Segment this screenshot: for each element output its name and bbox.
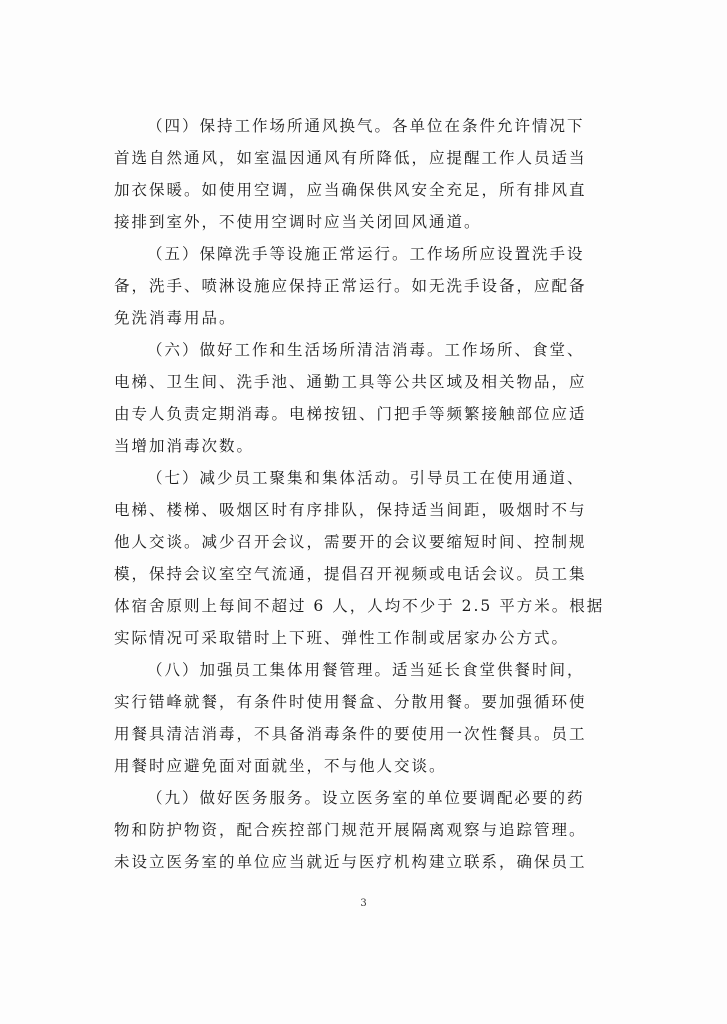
text-line: 由专人负责定期消毒。电梯按钮、门把手等频繁接触部位应适 bbox=[114, 405, 587, 423]
text-line: 模，保持会议室空气流通，提倡召开视频或电话会议。员工集 bbox=[114, 565, 587, 583]
text-line: （八）加强员工集体用餐管理。适当延长食堂供餐时间， bbox=[147, 661, 585, 679]
text-line: 加衣保暖。如使用空调，应当确保供风安全充足，所有排风直 bbox=[114, 181, 587, 199]
text-line: 当增加消毒次数。 bbox=[114, 437, 255, 455]
text-line: （六）做好工作和生活场所清洁消毒。工作场所、食堂、 bbox=[147, 341, 585, 359]
paragraph-gatherings bbox=[114, 462, 614, 654]
text-line: 用餐具清洁消毒，不具备消毒条件的要使用一次性餐具。员工 bbox=[114, 725, 587, 743]
text-line: 他人交谈。减少召开会议，需要开的会议要缩短时间、控制规 bbox=[114, 533, 587, 551]
text-line: 用餐时应避免面对面就坐，不与他人交谈。 bbox=[114, 757, 447, 775]
text-line: 未设立医务室的单位应当就近与医疗机构建立联系，确保员工 bbox=[114, 853, 587, 871]
text-line: 备，洗手、喷淋设施应保持正常运行。如无洗手设备，应配备 bbox=[114, 277, 587, 295]
text-line: 免洗消毒用品。 bbox=[114, 309, 237, 327]
page-number: 3 bbox=[360, 898, 367, 909]
paragraph-disinfection bbox=[114, 334, 614, 462]
text-line: 接排到室外，不使用空调时应当关闭回风通道。 bbox=[114, 213, 482, 231]
text-line: （四）保持工作场所通风换气。各单位在条件允许情况下 bbox=[147, 117, 585, 135]
text-line: 电梯、楼梯、吸烟区时有序排队，保持适当间距，吸烟时不与 bbox=[114, 501, 587, 519]
text-line: （五）保障洗手等设施正常运行。工作场所应设置洗手设 bbox=[147, 245, 585, 263]
text-line: 物和防护物资，配合疾控部门规范开展隔离观察与追踪管理。 bbox=[114, 821, 587, 839]
paragraph-ventilation bbox=[114, 110, 614, 238]
text-line: 首选自然通风，如室温因通风有所降低，应提醒工作人员适当 bbox=[114, 149, 587, 167]
paragraph-medical bbox=[114, 782, 614, 878]
text-line: 实际情况可采取错时上下班、弹性工作制或居家办公方式。 bbox=[114, 629, 570, 647]
text-line: （七）减少员工聚集和集体活动。引导员工在使用通道、 bbox=[147, 469, 585, 487]
text-line: 体宿舍原则上每间不超过 6 人，人均不少于 2.5 平方米。根据 bbox=[114, 597, 605, 615]
text-line: 实行错峰就餐，有条件时使用餐盒、分散用餐。要加强循环使 bbox=[114, 693, 587, 711]
paragraph-handwashing bbox=[114, 238, 614, 334]
body-text bbox=[114, 110, 614, 878]
paragraph-dining bbox=[114, 654, 614, 782]
text-line: （九）做好医务服务。设立医务室的单位要调配必要的药 bbox=[147, 789, 585, 807]
text-line: 电梯、卫生间、洗手池、通勤工具等公共区域及相关物品，应 bbox=[114, 373, 587, 391]
